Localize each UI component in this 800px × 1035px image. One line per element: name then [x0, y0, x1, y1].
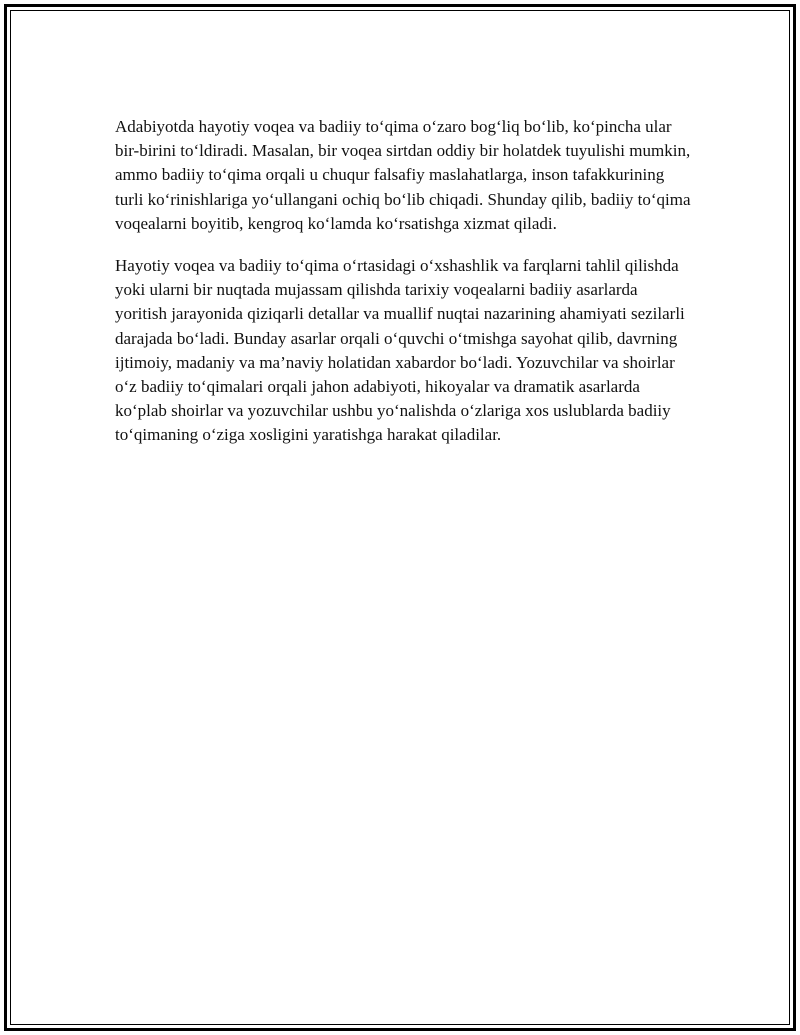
paragraph-1: Adabiyotda hayotiy voqea va badiiy to‘qima o‘zaro bog‘liq bo‘lib, ko‘pincha ular bir-birini to‘ldiradi. Masalan, bir voqea sirtdan oddiy bir holatdek tuyulishi mumkin, ammo badiiy to‘qima orqali u chuqur falsafiy maslahatlarga, inson tafakkurining turli ko‘rinishlariga yo‘ullangani ochiq bo‘lib chiqadi. Shunday qilib, badiiy to‘qima voqealarni boyitib, kengroq ko‘lamda ko‘rsatishga xizmat qiladi.: [115, 117, 691, 233]
document-body: [115, 115, 693, 466]
paragraph-2: Hayotiy voqea va badiiy to‘qima o‘rtasidagi o‘xshashlik va farqlarni tahlil qilishda yoki ularni bir nuqtada mujassam qilishda tarixiy voqealarni badiiy asarlarda yoritish jarayonida qiziqarli detallar va muallif nuqtai nazarining ahamiyati sezilarli darajada bo‘ladi. Bunday asarlar orqali o‘quvchi o‘tmishga sayohat qilib, davrning ijtimoiy, madaniy va ma’naviy holatidan xabardor bo‘ladi. Yozuvchilar va shoirlar o‘z badiiy to‘qimalari orqali jahon adabiyoti, hikoyalar va dramatik asarlarda ko‘plab shoirlar va yozuvchilar ushbu yo‘nalishda o‘zlariga xos uslublarda badiiy to‘qimaning o‘ziga xosligini yaratishga harakat qiladilar.: [115, 256, 685, 445]
